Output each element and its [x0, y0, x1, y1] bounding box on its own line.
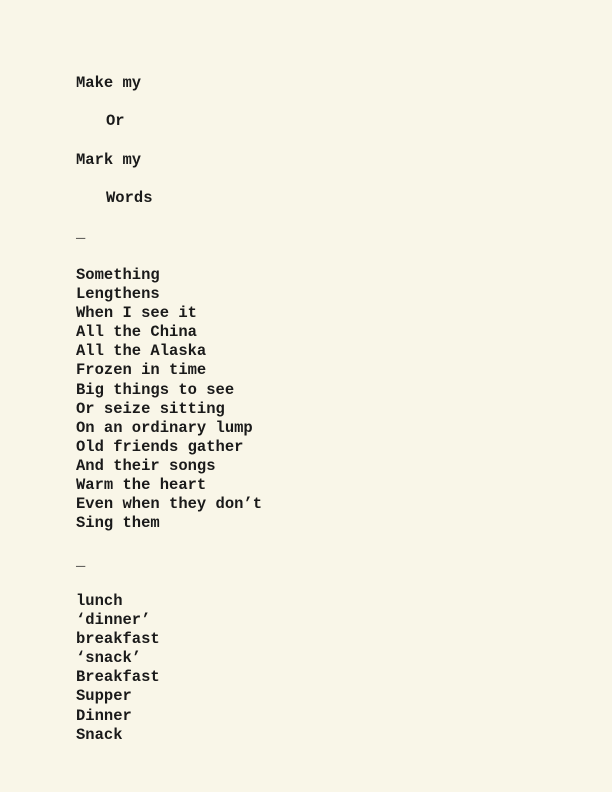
stanza-line: And their songs [76, 456, 216, 475]
stanza-line: Or seize sitting [76, 399, 225, 418]
stanza-line: Lengthens [76, 285, 160, 304]
meal-item: breakfast [76, 630, 160, 649]
meal-item: Dinner [76, 706, 132, 725]
stanza-line: All the China [76, 323, 197, 342]
stanza-line: Sing them [76, 514, 160, 533]
stanza-line: On an ordinary lump [76, 418, 253, 437]
opening-line-mark-my: Mark my [76, 151, 142, 169]
stanza-line: Warm the heart [76, 476, 207, 495]
opening-line-words: Words [106, 189, 153, 207]
meal-item: Supper [76, 687, 132, 706]
stanza-line: Big things to see [76, 380, 235, 399]
stanza-line: When I see it [76, 304, 197, 323]
stanza-line: Even when they don’t [76, 495, 263, 514]
meal-item: Breakfast [76, 668, 160, 687]
meal-item: Snack [76, 725, 123, 744]
section-divider: _ [76, 552, 86, 570]
poem-stanza [76, 266, 262, 533]
opening-line-make-my: Make my [76, 74, 142, 92]
stanza-line: All the Alaska [76, 342, 207, 361]
meal-item: ‘snack’ [76, 649, 142, 668]
stanza-line: Frozen in time [76, 361, 207, 380]
opening-line-or: Or [106, 112, 125, 130]
stanza-line: Something [76, 266, 160, 284]
meal-item: lunch [76, 592, 123, 610]
stanza-line: Old friends gather [76, 437, 244, 456]
section-divider: _ [76, 224, 86, 242]
meal-list [76, 592, 160, 745]
meal-item: ‘dinner’ [76, 611, 151, 630]
